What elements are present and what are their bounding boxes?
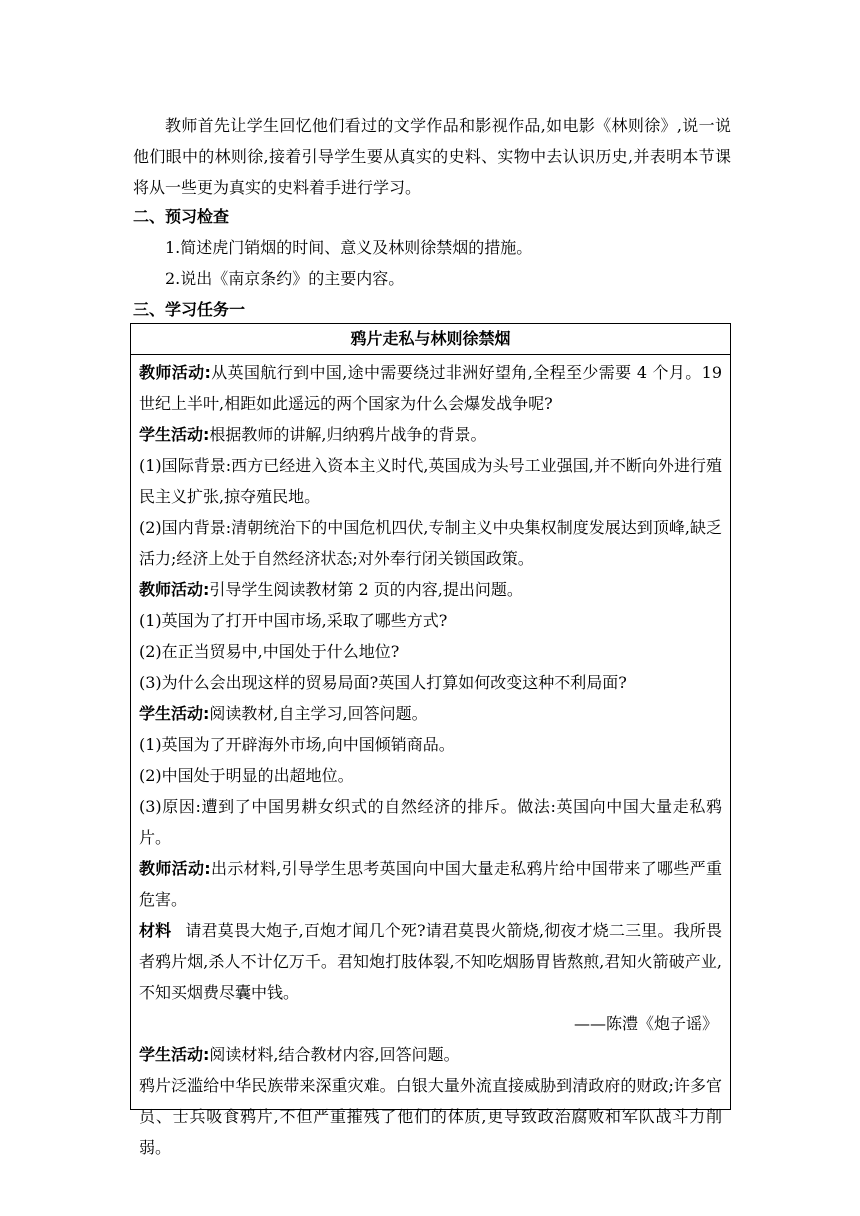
question-item: (1)英国为了打开中国市场,采取了哪些方式? — [139, 611, 448, 630]
activity-label: 教师活动: — [139, 859, 211, 878]
activity-label: 教师活动: — [139, 363, 211, 382]
question-item: (2)在正当贸易中,中国处于什么地位? — [139, 642, 400, 661]
table-body — [131, 355, 730, 1163]
student-activity-paragraph — [139, 1039, 722, 1070]
answer-item: (3)原因:遭到了中国男耕女织式的自然经济的排斥。做法:英国向中国大量走私鸦片。 — [139, 797, 722, 847]
conclusion-paragraph: 鸦片泛滥给中华民族带来深重灾难。白银大量外流直接威胁到清政府的财政;许多官员、士兵吸食鸦片,不但严重摧残了他们的体质,更导致政治腐败和军队战斗力削弱。 — [139, 1076, 722, 1157]
material-label: 材料 — [139, 921, 172, 940]
section-heading-task-one: 三、学习任务一 — [133, 300, 246, 319]
teacher-activity-paragraph — [139, 357, 722, 419]
activity-text: 根据教师的讲解,归纳鸦片战争的背景。 — [209, 425, 487, 444]
section-heading-preview-check: 二、预习检查 — [133, 207, 230, 226]
preview-question-2: 2.说出《南京条约》的主要内容。 — [165, 269, 405, 288]
activity-text: 出示材料,引导学生思考英国向中国大量走私鸦片给中国带来了哪些严重危害。 — [139, 859, 722, 909]
material-text: 请君莫畏大炮子,百炮才闻几个死?请君莫畏火箭烧,彻夜才烧二三里。我所畏者鸦片烟,杀人不计亿万千。君知炮打肢体裂,不知吃烟肠胃皆熬煎,君知火箭破产业,不知买烟费尽囊中钱。 — [139, 921, 722, 1002]
material-paragraph — [139, 915, 722, 1008]
student-activity-paragraph — [139, 419, 722, 450]
answer-item: (2)中国处于明显的出超地位。 — [139, 766, 354, 785]
material-source: ——陈澧《炮子谣》 — [573, 1014, 718, 1033]
activity-label: 学生活动: — [139, 1045, 210, 1064]
teacher-activity-paragraph — [139, 574, 722, 605]
answer-item: (1)英国为了开辟海外市场,向中国倾销商品。 — [139, 735, 455, 754]
teacher-activity-paragraph — [139, 853, 722, 915]
activity-text: 阅读教材,自主学习,回答问题。 — [209, 704, 428, 723]
activity-text: 引导学生阅读教材第 2 页的内容,提出问题。 — [209, 580, 523, 599]
question-item: (3)为什么会出现这样的贸易局面?英国人打算如何改变这种不利局面? — [139, 673, 627, 692]
activity-text: 从英国航行到中国,途中需要绕过非洲好望角,全程至少需要 4 个月。19 世纪上半叶,相距如此遥远的两个国家为什么会爆发战争呢? — [139, 363, 722, 413]
international-background: (1)国际背景:西方已经进入资本主义时代,英国成为头号工业强国,并不断向外进行殖民主义扩张,掠夺殖民地。 — [139, 456, 722, 506]
table-title: 鸦片走私与林则徐禁烟 — [131, 324, 730, 355]
domestic-background: (2)国内背景:清朝统治下的中国危机四伏,专制主义中央集权制度发展达到顶峰,缺乏活力;经济上处于自然经济状态;对外奉行闭关锁国政策。 — [139, 518, 722, 568]
activity-label: 学生活动: — [139, 425, 210, 444]
activity-text: 阅读材料,结合教材内容,回答问题。 — [209, 1045, 460, 1064]
student-activity-paragraph — [139, 698, 722, 729]
activity-label: 教师活动: — [139, 580, 210, 599]
preview-question-1: 1.简述虎门销烟的时间、意义及林则徐禁烟的措施。 — [165, 238, 533, 257]
intro-paragraph: 教师首先让学生回忆他们看过的文学作品和影视作品,如电影《林则徐》,说一说他们眼中的林则徐,接着引导学生要从真实的史料、实物中去认识历史,并表明本节课将从一些更为真实的史料着手进行学习。 — [133, 116, 731, 197]
activity-label: 学生活动: — [139, 704, 210, 723]
task-table — [130, 323, 731, 1157]
